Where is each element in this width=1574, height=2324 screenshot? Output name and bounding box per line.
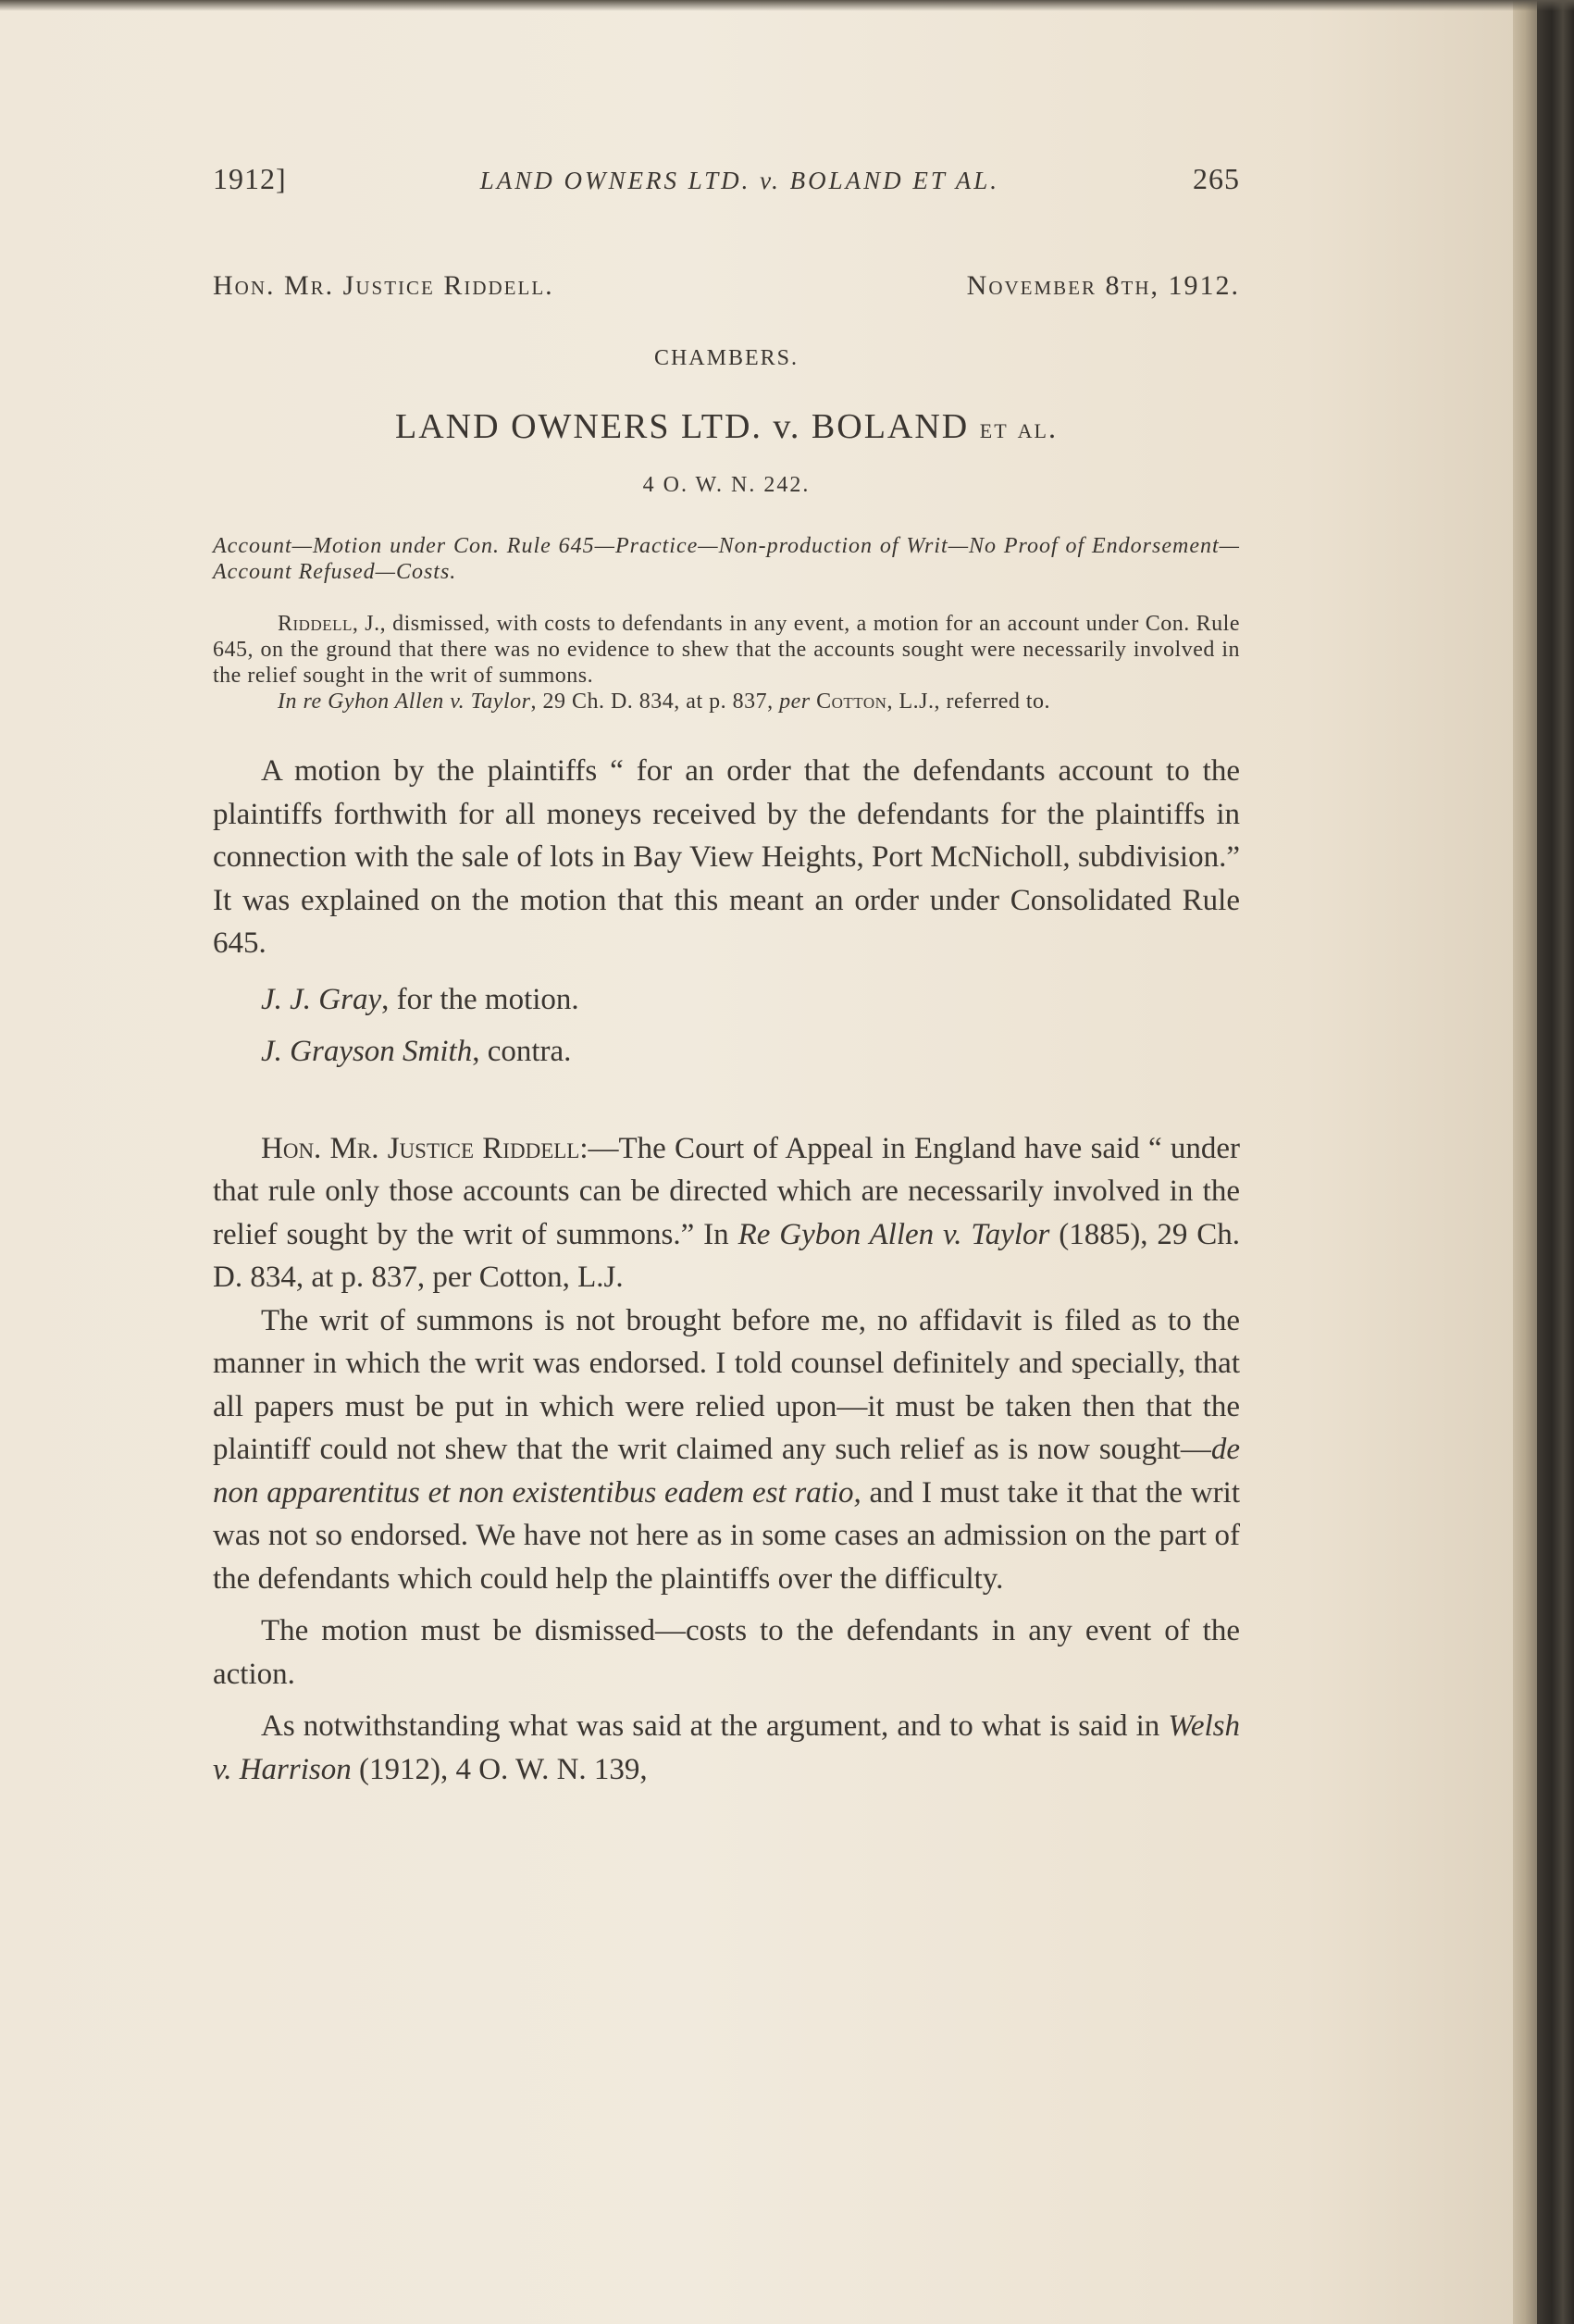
motion-paragraph: A motion by the plaintiffs “ for an order that the defendants account to the plaintiffs forthwith for all moneys received by the defendants for the plaintiffs in connection with the sale of lots in Bay View Heights, Port McNicholl, subdivision.” It was explained on the motion that this meant an order under Consolidated Rule 645. xyxy=(213,754,1240,960)
judgment-paragraph-3: The motion must be dismissed—costs to the defendants in any event of the action. xyxy=(213,1614,1240,1691)
section-gap xyxy=(213,1083,1240,1127)
judgment-body xyxy=(213,750,1240,1791)
headnote-keywords: Account—Motion under Con. Rule 645—Practice—Non-production of Writ—No Proof of Endorsement—Account Refused—Costs. xyxy=(213,534,1240,584)
paragraph-gap xyxy=(213,1600,1240,1609)
counsel-contra xyxy=(213,1030,1240,1074)
judge-name: Hon. Mr. Justice Riddell. xyxy=(213,270,554,301)
headnote-ref-tail: , L.J., referred to. xyxy=(886,690,1051,714)
judgment-paragraph-4 xyxy=(213,1705,1240,1791)
paragraph-gap xyxy=(213,1696,1240,1705)
report-citation: 4 O. W. N. 242. xyxy=(642,473,811,497)
headnote-judge: Riddell xyxy=(278,612,353,636)
headnote-ref-citation: , 29 Ch. D. 834, at p. 837, xyxy=(530,690,780,714)
running-head-year: 1912] xyxy=(213,162,287,195)
case-et-al: et al. xyxy=(979,411,1058,444)
judgment-p4-text: As notwithstanding what was said at the argument, and to what is said in xyxy=(261,1709,1169,1743)
judgment-p4-tail: (1912), 4 O. W. N. 139, xyxy=(351,1752,648,1786)
court-heading: CHAMBERS. xyxy=(653,346,799,370)
page-number: 265 xyxy=(1193,162,1240,195)
top-shadow xyxy=(0,0,1574,11)
judgment-p2-text: The writ of summons is not brought before me, no affidavit is filed as to the manner in which the writ was endorsed. I told counsel definitely and specially, that all papers must be put in which were relied upon—it must be taken then that the plaintiff could not shew that the writ claimed any such relief as is now sought— xyxy=(213,1303,1240,1466)
judge-line xyxy=(213,270,1240,302)
counsel-2-role: , contra. xyxy=(472,1035,572,1068)
judgment-p4-case: Welsh v. Harrison xyxy=(213,1709,1240,1786)
book-binding xyxy=(1537,0,1574,2324)
judgment-p2-latin: de non apparentitus et non existentibus eadem est ratio, xyxy=(213,1433,1240,1510)
judgment-p2-tail: and I must take it that the writ was not so endorsed. We have not here as in some cases an admission on the part of the defendants which could help the plaintiffs over the difficulty. xyxy=(213,1475,1240,1596)
judgment-date: November 8th, 1912. xyxy=(966,270,1240,301)
headnote-paragraph xyxy=(213,611,1240,689)
counsel-1-name: J. J. Gray xyxy=(261,982,382,1016)
headnote-summary xyxy=(213,611,1240,715)
headnote-text: , J., dismissed, with costs to defendants in any event, a motion for an account under Con. Rule 645, on the ground that there was no evidence to shew that the accounts sought were necessarily involved in the relief sought in the writ of summons. xyxy=(213,612,1240,688)
headnote-reference xyxy=(213,689,1240,715)
headnote-ref-case: In re Gyhon Allen v. Taylor xyxy=(278,690,531,714)
judgment-judge: Hon. Mr. Justice Riddell xyxy=(261,1131,580,1165)
counsel-2-name: J. Grayson Smith xyxy=(261,1035,473,1068)
judgment-p1-case: Re Gybon Allen v. Taylor xyxy=(737,1217,1050,1251)
running-head-title: LAND OWNERS LTD. v. BOLAND ET AL. xyxy=(479,167,999,194)
case-parties: LAND OWNERS LTD. v. BOLAND xyxy=(395,407,970,446)
counsel-list xyxy=(213,978,1240,1074)
counsel-for-motion xyxy=(213,978,1240,1022)
judgment-p1-text: :—The Court of Appeal in England have said “ under that rule only those accounts can be directed which are necessarily involved in the relief sought by the writ of summons.” In xyxy=(213,1131,1240,1251)
page-edge xyxy=(1513,0,1537,2324)
counsel-1-role: , for the motion. xyxy=(381,982,579,1016)
headnote-ref-per: per xyxy=(779,690,811,714)
judgment-p1-citation: (1885), 29 Ch. D. 834, at p. 837, per Cotton, L.J. xyxy=(213,1217,1240,1294)
running-head xyxy=(213,162,1240,196)
page-content xyxy=(213,162,1240,1791)
judgment-paragraph-1 xyxy=(213,1127,1240,1299)
case-title xyxy=(213,406,1240,447)
headnote-ref-judge: Cotton xyxy=(816,690,887,714)
judgment-paragraph-2 xyxy=(213,1299,1240,1601)
